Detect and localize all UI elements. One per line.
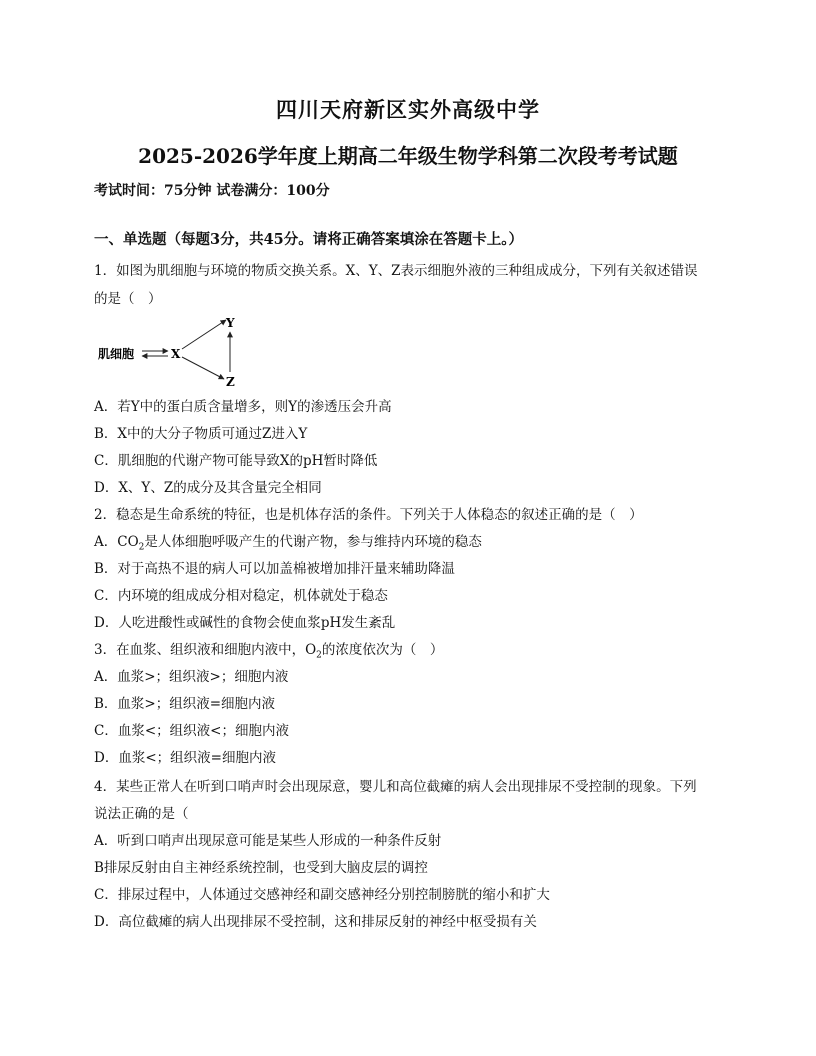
- x-to-y-arrow: [182, 320, 226, 349]
- q1-option-c: C．肌细胞的代谢产物可能导致X的pH暂时降低: [94, 453, 378, 469]
- q4-option-b: B排尿反射由自主神经系统控制，也受到大脑皮层的调控: [94, 860, 428, 876]
- q4-option-c: C．排尿过程中，人体通过交感神经和副交感神经分别控制膀胱的缩小和扩大: [94, 887, 550, 903]
- school-title: 四川天府新区实外高级中学: [276, 97, 540, 122]
- diagram-x: X: [171, 347, 181, 361]
- q3-option-c: C．血浆<；组织液<；细胞内液: [94, 723, 289, 739]
- diagram-cell-label: 肌细胞: [98, 347, 135, 361]
- q1-stem-line1: 1．如图为肌细胞与环境的物质交换关系。X、Y、Z表示细胞外液的三种组成成分，下列有关叙述错误: [94, 263, 698, 279]
- q4-stem-line1: 4．某些正常人在听到口哨声时会出现尿意，婴儿和高位截瘫的病人会出现排尿不受控制的现象。下列: [94, 779, 697, 795]
- exam-info: 考试时间：75分钟 试卷满分：100分: [94, 183, 330, 199]
- q4-stem-line2: 说法正确的是（: [94, 806, 189, 822]
- exam-title: 2025-2026学年度上期高二年级生物学科第二次段考考试题: [138, 144, 678, 168]
- muscle-cell-exchange-diagram: [96, 314, 256, 394]
- q4-option-a: A．听到口哨声出现尿意可能是某些人形成的一种条件反射: [94, 833, 442, 849]
- diagram-y: Y: [226, 316, 235, 330]
- q2-option-c: C．内环境的组成成分相对稳定，机体就处于稳态: [94, 588, 388, 604]
- q2-stem: 2．稳态是生命系统的特征，也是机体存活的条件。下列关于人体稳态的叙述正确的是（ ）: [94, 507, 643, 523]
- x-to-z-arrow: [182, 357, 224, 379]
- q1-option-d: D．X、Y、Z的成分及其含量完全相同: [94, 480, 322, 496]
- q2-option-d: D．人吃进酸性或碱性的食物会使血浆pH发生紊乱: [94, 615, 396, 631]
- q2-option-a: A．$CO_2$是人体细胞呼吸产生的代谢产物，参与维持内环境的稳态: [94, 534, 482, 553]
- q3-stem: 3．在血浆、组织液和细胞内液中，$O_2$的浓度依次为（ ）: [94, 642, 444, 661]
- q1-option-a: A．若Y中的蛋白质含量增多，则Y的渗透压会升高: [94, 399, 392, 415]
- q3-option-b: B．血浆>；组织液=细胞内液: [94, 696, 276, 712]
- q1-option-b: B．X中的大分子物质可通过Z进入Y: [94, 426, 308, 442]
- q1-stem-line2: 的是（ ）: [94, 291, 162, 307]
- q2-option-b: B．对于高热不退的病人可以加盖棉被增加排汗量来辅助降温: [94, 561, 455, 577]
- section-heading: 一、单选题（每题3分，共45分。请将正确答案填涂在答题卡上。）: [94, 231, 524, 248]
- diagram-z: Z: [226, 375, 235, 389]
- q4-option-d: D．高位截瘫的病人出现排尿不受控制，这和排尿反射的神经中枢受损有关: [94, 914, 537, 930]
- q3-option-d: D．血浆<；组织液=细胞内液: [94, 750, 276, 766]
- q3-option-a: A．血浆>；组织液>；细胞内液: [94, 669, 289, 685]
